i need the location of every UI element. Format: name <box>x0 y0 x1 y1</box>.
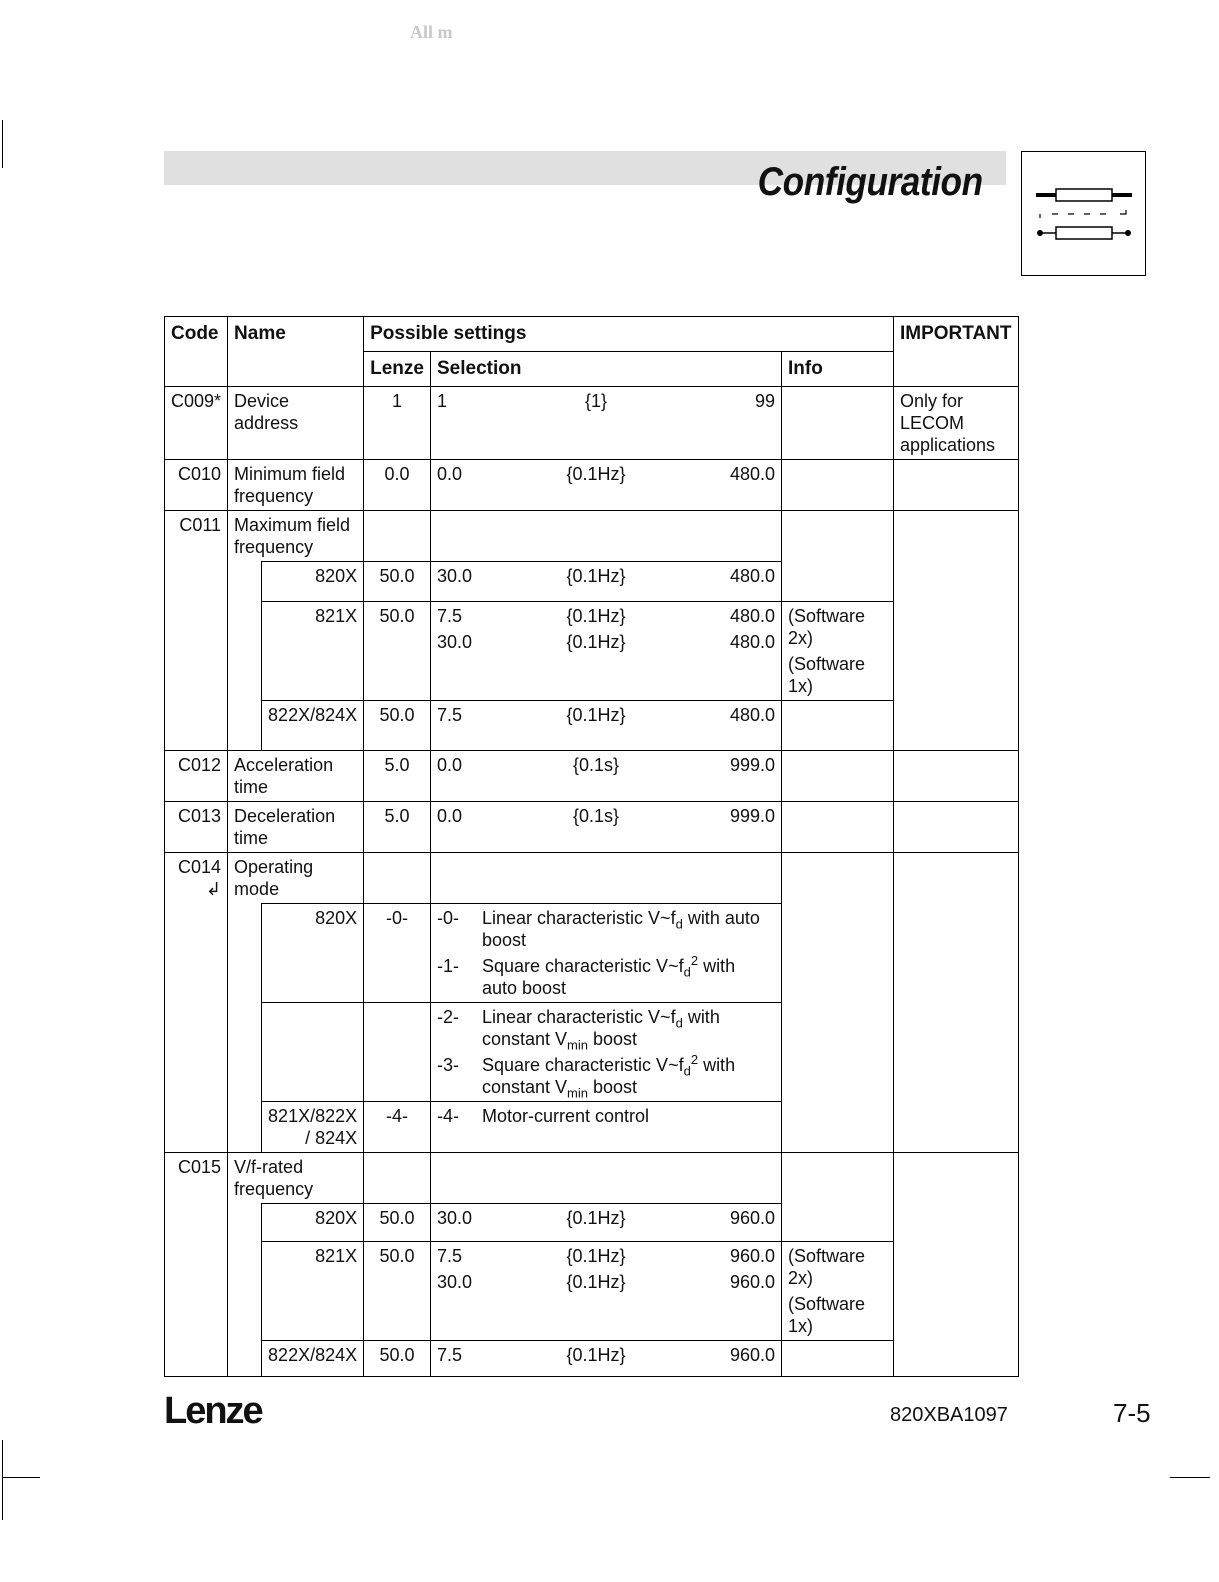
configuration-table <box>164 316 1019 1377</box>
lenze-cell: 50.0 <box>364 562 431 602</box>
name-cell: V/f-rated frequency <box>228 1153 364 1204</box>
crop-mark <box>1170 1477 1210 1478</box>
header-possible-settings: Possible settings <box>364 317 894 352</box>
table-row <box>165 853 1019 904</box>
type-cell: 822X/824X <box>262 701 364 751</box>
table-row <box>165 701 1019 751</box>
name-cell: Deceleration time <box>228 802 364 853</box>
lenze-cell: 50.0 <box>364 1341 431 1377</box>
name-cell: Operating mode <box>228 853 364 904</box>
selection-cell: 0.0 {0.1Hz} 480.0 <box>430 460 781 511</box>
selection-cell: 1 {1} 99 <box>430 387 781 460</box>
important-cell <box>893 460 1018 511</box>
type-cell: 822X/824X <box>262 1341 364 1377</box>
lenze-cell: 50.0 <box>364 1204 431 1242</box>
selection-cell: 30.0 {0.1Hz} 480.0 <box>430 562 781 602</box>
lenze-cell <box>364 1153 431 1204</box>
important-cell: Only for LECOM applications <box>893 387 1018 460</box>
code-cell: C015 <box>165 1153 228 1204</box>
page-title: Configuration <box>758 160 983 204</box>
crop-mark <box>2 120 3 168</box>
info-cell <box>781 1341 893 1377</box>
selection-cell: 7.5 {0.1Hz} 480.0 <box>430 701 781 751</box>
code-cell: C012 <box>165 751 228 802</box>
lenze-logo: Lenze <box>164 1390 262 1432</box>
document-code: 820XBA1097 <box>890 1404 1008 1426</box>
header-name: Name <box>228 317 364 387</box>
type-cell: 821X <box>262 602 364 701</box>
lenze-cell: 50.0 <box>364 602 431 701</box>
lenze-cell: 5.0 <box>364 802 431 853</box>
header-code: Code <box>165 317 228 387</box>
crop-mark <box>2 1477 40 1478</box>
table-row <box>165 460 1019 511</box>
important-cell <box>893 853 1018 1153</box>
lenze-cell <box>364 853 431 904</box>
page-number: 7-5 <box>1113 1398 1151 1428</box>
info-cell <box>781 802 893 853</box>
table-row <box>165 1341 1019 1377</box>
lenze-cell: 50.0 <box>364 701 431 751</box>
table-row <box>165 751 1019 802</box>
lenze-cell: 5.0 <box>364 751 431 802</box>
lenze-cell: -0- <box>364 904 431 1003</box>
selection-cell: 7.5 {0.1Hz} 480.0 30.0 {0.1Hz} 480.0 <box>430 602 781 701</box>
header-selection: Selection <box>430 352 781 387</box>
info-cell: (Software 2x) (Software 1x) <box>781 602 893 701</box>
type-cell: 821X <box>262 1242 364 1341</box>
option-item: -2- Linear characteristic $V\sim f_d$ with constant $V_{min}$ boost <box>436 1007 720 1053</box>
lenze-cell: 1 <box>364 387 431 460</box>
name-cell: Acceleration time <box>228 751 364 802</box>
important-cell <box>893 511 1018 751</box>
type-cell: 821X/822X / 824X <box>262 1102 364 1153</box>
table-row <box>165 1242 1019 1341</box>
code-cell: C009* <box>165 387 228 460</box>
table-row <box>165 511 1019 562</box>
selection-cell: 0.0 {0.1s} 999.0 <box>430 751 781 802</box>
lenze-cell: 0.0 <box>364 460 431 511</box>
table-row <box>165 1153 1019 1204</box>
option-item: -4- Motor-current control <box>436 1106 650 1126</box>
option-item: -1- Square characteristic $V\sim f_d^2$ with auto boost <box>436 953 736 998</box>
name-cell: Maximum field frequency <box>228 511 364 562</box>
table-row <box>165 387 1019 460</box>
table-row <box>165 802 1019 853</box>
enter-icon: ↲ <box>205 879 222 899</box>
info-cell <box>781 1153 893 1242</box>
code-cell: C013 <box>165 802 228 853</box>
header-info: Info <box>781 352 893 387</box>
type-cell: 820X <box>262 1204 364 1242</box>
info-cell <box>781 460 893 511</box>
watermark: All m <box>410 22 453 42</box>
selection-cell: 7.5 {0.1Hz} 960.0 <box>430 1341 781 1377</box>
info-cell <box>781 751 893 802</box>
lenze-cell <box>364 511 431 562</box>
option-item: -3- Square characteristic $V\sim f_d^2$ with constant $V_{min}$ boost <box>436 1052 736 1101</box>
table-header-row <box>165 317 1019 352</box>
code-cell: C011 <box>165 511 228 562</box>
table-row <box>165 602 1019 701</box>
info-cell <box>781 853 893 1153</box>
important-cell <box>893 751 1018 802</box>
lenze-cell: -4- <box>364 1102 431 1153</box>
selection-cell: 0.0 {0.1s} 999.0 <box>430 802 781 853</box>
selection-cell <box>430 1153 781 1204</box>
wiring-diagram-icon <box>1021 151 1146 276</box>
code-cell: C010 <box>165 460 228 511</box>
type-cell: 820X <box>262 562 364 602</box>
important-cell <box>893 802 1018 853</box>
selection-cell <box>430 853 781 904</box>
lenze-cell: 50.0 <box>364 1242 431 1341</box>
selection-cell <box>430 1003 781 1102</box>
name-cell: Minimum field frequency <box>228 460 364 511</box>
selection-cell: 30.0 {0.1Hz} 960.0 <box>430 1204 781 1242</box>
option-item: -0- Linear characteristic $V\sim f_d$ with auto boost <box>436 908 760 950</box>
info-cell <box>781 387 893 460</box>
info-cell <box>781 511 893 602</box>
info-cell: (Software 2x) (Software 1x) <box>781 1242 893 1341</box>
selection-cell <box>430 904 781 1003</box>
crop-mark <box>2 1440 3 1520</box>
selection-cell <box>430 1102 781 1153</box>
info-cell <box>781 701 893 751</box>
selection-cell: 7.5 {0.1Hz} 960.0 30.0 {0.1Hz} 960.0 <box>430 1242 781 1341</box>
name-cell: Device address <box>228 387 364 460</box>
header-lenze: Lenze <box>364 352 431 387</box>
type-cell: 820X <box>262 904 364 1003</box>
important-cell <box>893 1153 1018 1377</box>
header-important: IMPORTANT <box>893 317 1018 387</box>
code-cell: C014 ↲ <box>165 853 228 904</box>
selection-cell <box>430 511 781 562</box>
